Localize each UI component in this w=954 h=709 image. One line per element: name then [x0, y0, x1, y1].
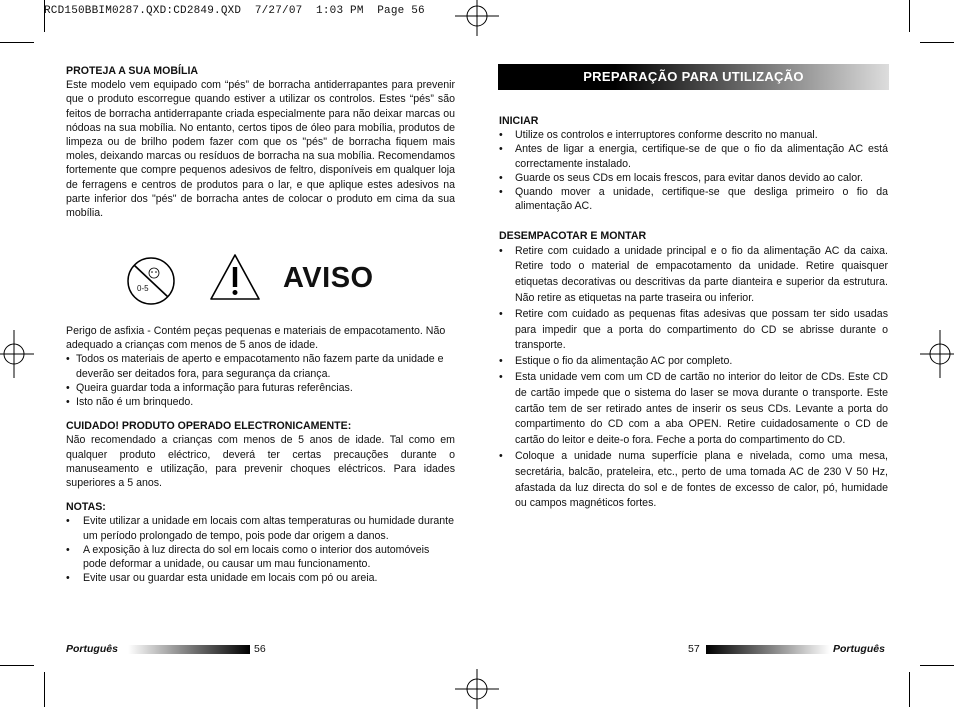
list-item: • Retire com cuidado as pequenas fitas adesivas que possam ter sido usadas para impedir que a porta do compartimento do CD se abrisse durante o transporte. — [499, 307, 888, 352]
choke-warning-text: Perigo de asfixia - Contém peças pequenas e materiais de empacotamento. Não adequado a crianças com menos de 5 anos de idade. — [66, 325, 446, 352]
paragraph: Não recomendado a crianças com menos de 5 anos de idade. Tal como em qualquer produto eléctrico, deverá ter certas precauções durante o manuseamento e utilização, para prevenir choques eléctricos. Para idades superiores a 5 anos. — [66, 434, 455, 490]
registration-mark-icon — [455, 669, 499, 709]
list-item: • Evite usar ou guardar esta unidade em locais com pó ou areia. — [66, 572, 378, 585]
registration-mark-icon — [455, 0, 499, 36]
registration-mark-icon — [920, 330, 954, 378]
warning-label: AVISO — [283, 262, 374, 294]
section-title: PREPARAÇÃO PARA UTILIZAÇÃO — [583, 69, 804, 84]
list-item: • Evite utilizar a unidade em locais com altas temperaturas ou humidade durante um período prolongado de tempo, pois pode dar origem a danos. — [66, 515, 454, 542]
crop-mark — [0, 665, 34, 666]
crop-mark — [909, 0, 910, 32]
list-item: • Retire com cuidado a unidade principal e o fio da alimentação AC da caixa. Retire todo o material de empacotamento da unidade. Retire quaisquer etiquetas decorativas ou descritivas da parte dianteira e superior da estrutura. Não retire as etiquetas na parte traseira ou inferior. — [499, 244, 888, 305]
age-restriction-icon — [124, 256, 178, 306]
list-item: • Esta unidade vem com um CD de cartão no interior do leitor de CDs. Este CD de cartão impede que o sistema do laser se mova durante o transporte. Este cartão tem de ser retirado antes de inserir os seus CDs. Levante a porta do compartimento do CD com a aba OPEN. Retire cuidadosamente o CD de cartão do leitor e deite-o fora. Feche a porta do compartimento do CD. — [499, 371, 888, 447]
choke-warning-list — [66, 352, 455, 409]
footer-bar — [706, 645, 830, 654]
notes-list — [66, 514, 455, 585]
footer-language: Português — [66, 643, 118, 655]
list-item: • Todos os materiais de aperto e empacotamento não fazem parte da unidade e deverão ser deitados fora, para segurança da criança. — [66, 353, 444, 380]
list-item: • A exposição à luz directa do sol em locais como o interior dos automóveis pode deformar a unidade, ou causar um mau funcionamento. — [66, 543, 430, 571]
section-heading: PROTEJA A SUA MOBÍLIA — [66, 65, 199, 77]
crop-mark — [909, 672, 910, 707]
crop-mark — [920, 42, 954, 43]
crop-mark — [0, 42, 34, 43]
section-heading: DESEMPACOTAR E MONTAR — [499, 230, 647, 243]
right-page-content — [499, 114, 888, 512]
unpack-list — [499, 244, 888, 513]
paragraph: Este modelo vem equipado com “pés” de borracha antiderrapantes para prevenir que o produto escorregue quando estiver a utilizar os controlos. Estes “pés” são feitos de borracha antiderrapante criada especialmente para não deixar marcas ou nódoas na sua mobília. No entanto, certos tipos de óleo para mobília, produtos de limpeza ou de brilho podem fazer com que os "pés" de borracha fiquem mais moles, deixando marcas ou resíduos de borracha na sua mobília. Recomendamos fortemente que compre pequenos adesivos de feltro, disponíveis em qualquer loja de ferragens e centros de produtos para o lar, e que aplique estes adesivos na parte inferior dos "pés" de borracha antes de colocar o produto em cima da sua mobília. — [66, 79, 455, 220]
registration-mark-icon — [0, 330, 34, 378]
start-list — [499, 128, 888, 213]
left-page-content — [66, 64, 455, 220]
list-item: • Guarde os seus CDs em locais frescos, para evitar danos devido ao calor. — [499, 171, 864, 184]
crop-mark — [920, 665, 954, 666]
section-heading: NOTAS: — [66, 501, 106, 514]
section-heading: CUIDADO! PRODUTO OPERADO ELECTRONICAMENTE: — [66, 420, 352, 433]
print-slug: RCD150BBIM0287.QXD:CD2849.QXD 7/27/07 1:03 PM Page 56 — [44, 5, 425, 17]
footer-language: Português — [833, 643, 885, 655]
list-item: • Estique o fio da alimentação AC por completo. — [499, 355, 733, 368]
warning-triangle-icon — [208, 252, 262, 302]
page-number: 57 — [688, 643, 700, 655]
list-item: • Utilize os controlos e interruptores conforme descrito no manual. — [499, 129, 818, 142]
left-page-lower — [66, 324, 455, 585]
footer-bar — [128, 645, 250, 654]
list-item: • Isto não é um brinquedo. — [66, 396, 194, 409]
page-number: 56 — [254, 643, 266, 655]
crop-mark — [44, 672, 45, 707]
age-label: 0-5 — [137, 284, 149, 293]
section-heading: INICIAR — [499, 115, 539, 127]
list-item: • Quando mover a unidade, certifique-se que desliga primeiro o fio da alimentação AC. — [499, 186, 888, 213]
list-item: • Coloque a unidade numa superfície plana e nivelada, como uma mesa, secretária, balcão, prateleira, etc., perto de uma tomada AC de 230 V 50 Hz, afastada da luz directa do sol e de fontes de excesso de calor, pó, humidade ou campos magnéticos fortes. — [499, 449, 888, 510]
section-title-bar — [498, 64, 889, 90]
list-item: • Antes de ligar a energia, certifique-se de que o fio da alimentação AC está correctamente instalado. — [499, 143, 888, 170]
list-item: • Queira guardar toda a informação para futuras referências. — [66, 381, 353, 394]
